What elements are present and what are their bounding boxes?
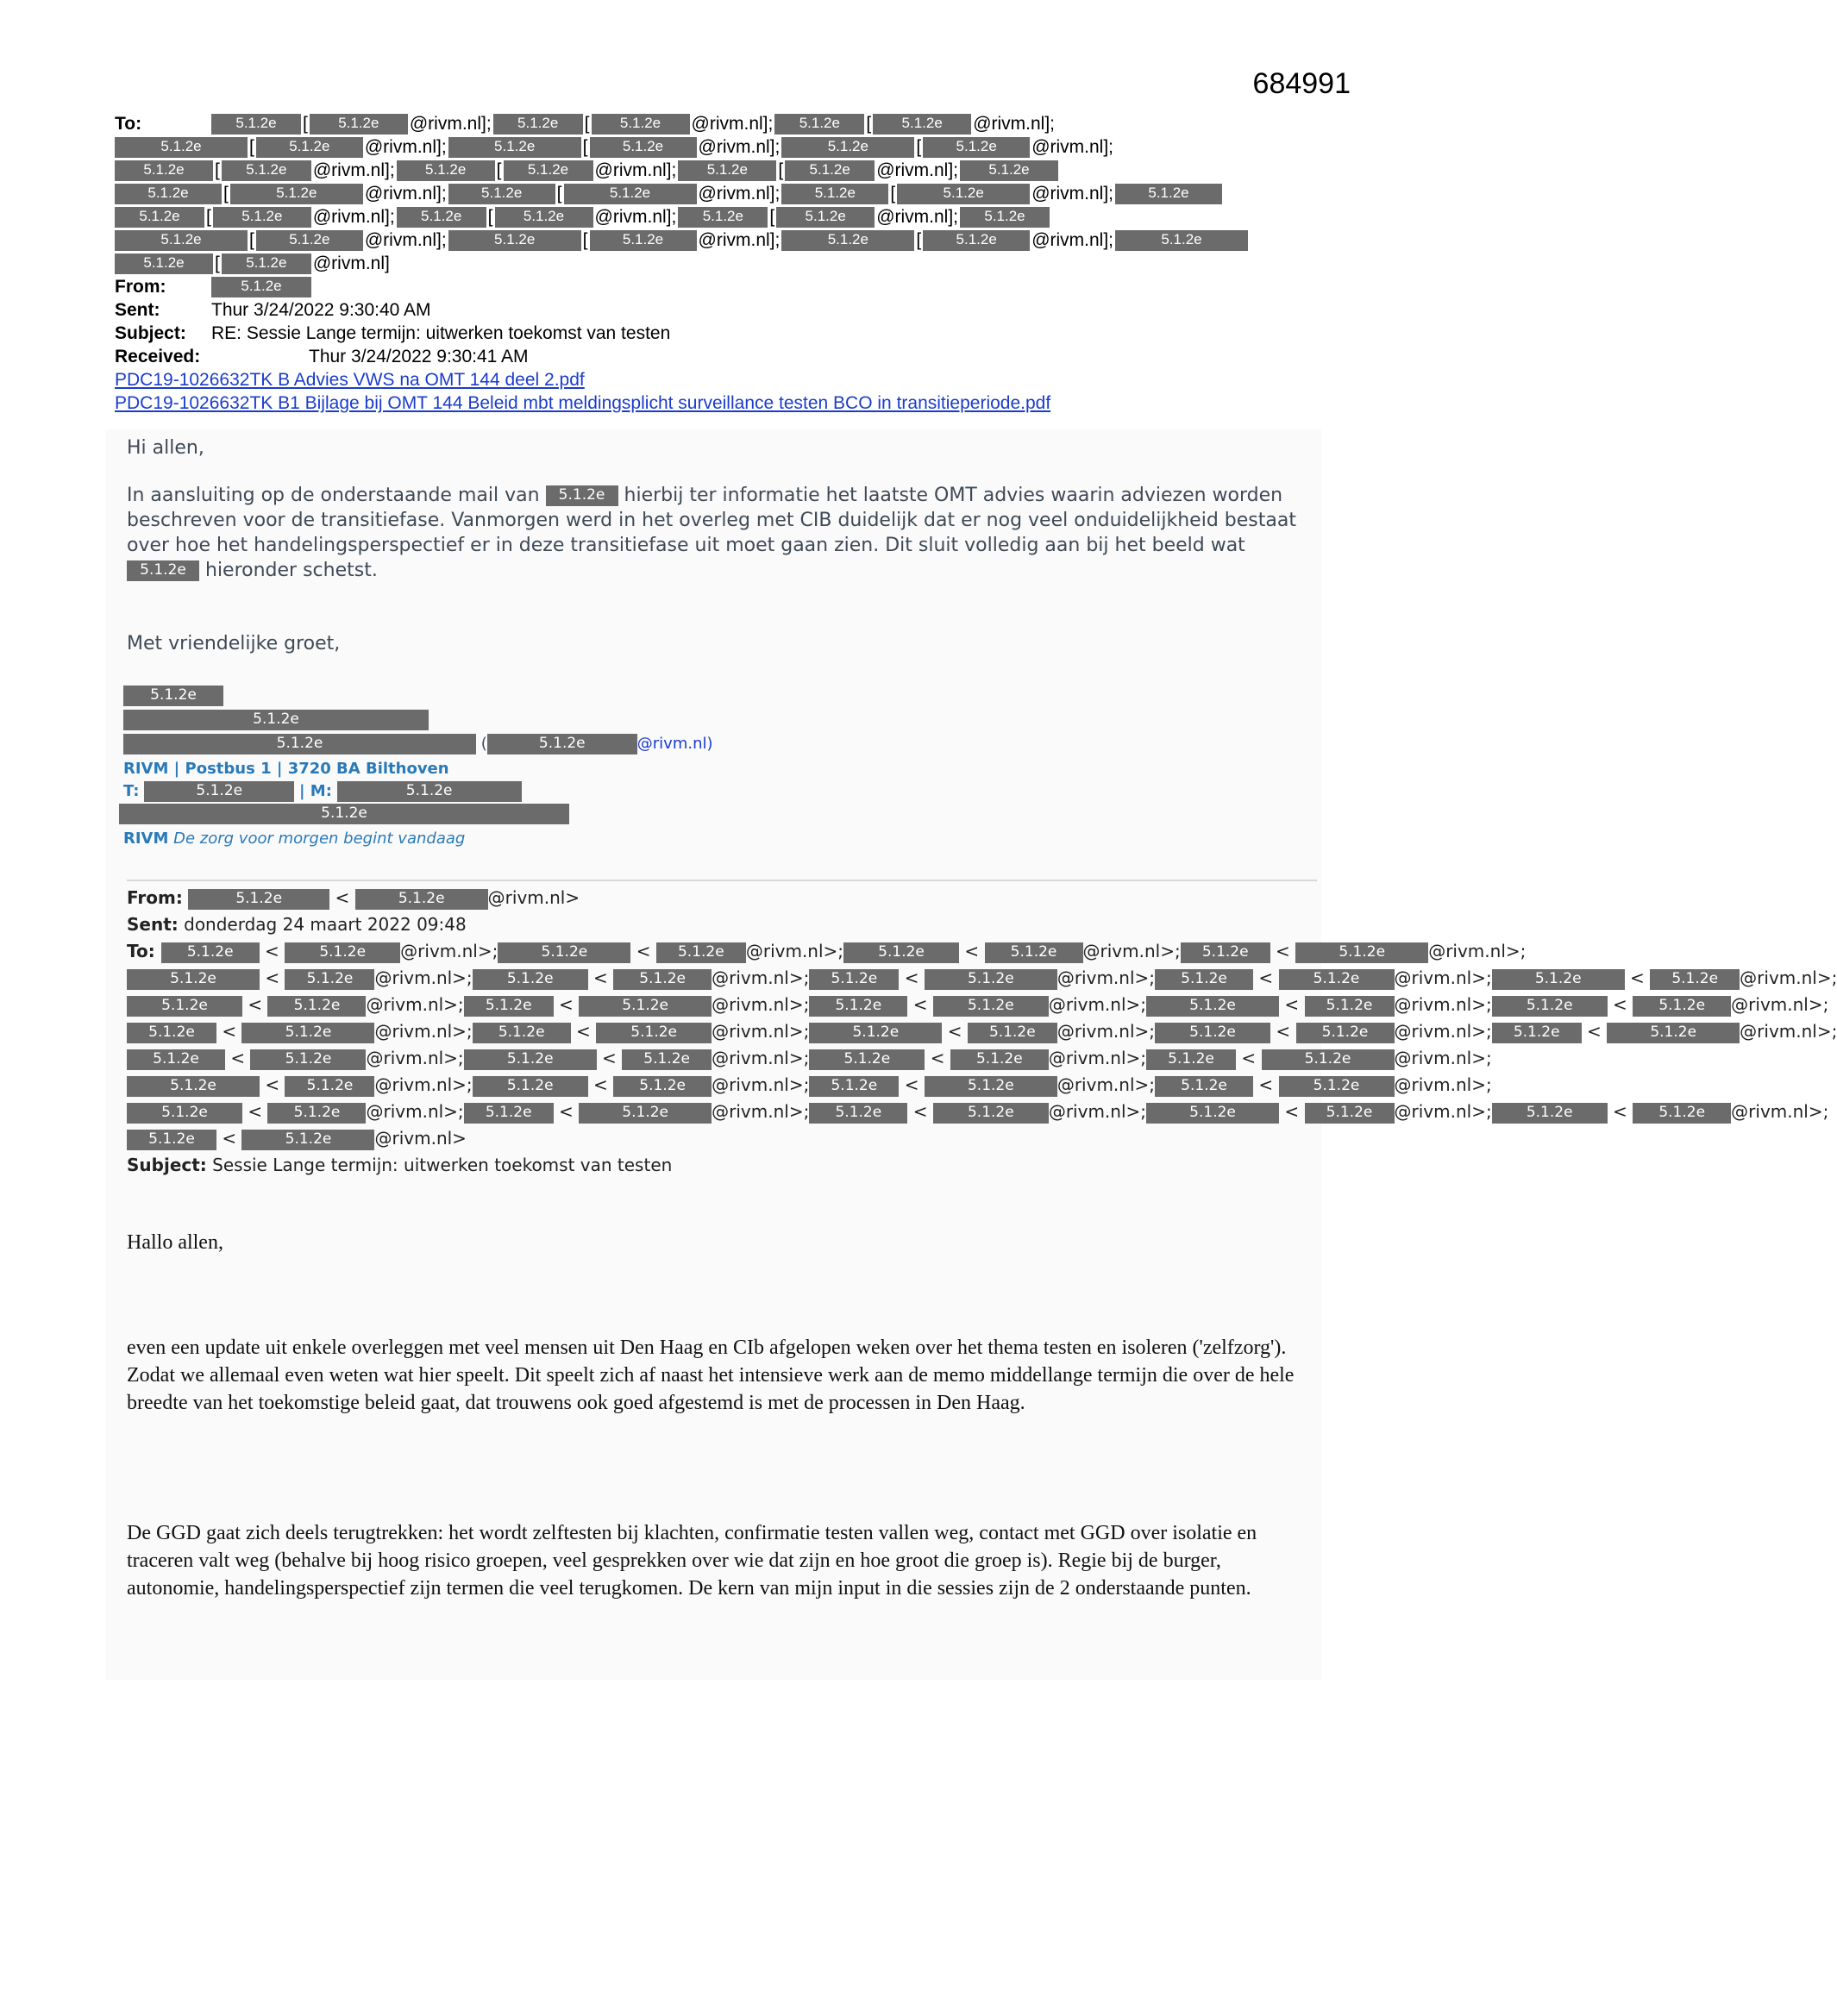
- redacted-recipient-email: 5.1.2e: [241, 1023, 374, 1043]
- recipient-separator: <: [907, 994, 933, 1015]
- redacted-recipient-email: 5.1.2e: [925, 969, 1057, 990]
- redacted-recipient-email: 5.1.2e: [1305, 996, 1395, 1017]
- recipient-domain: @rivm.nl>;: [366, 1048, 464, 1068]
- quoted-from-row: From: 5.1.2e < 5.1.2e @rivm.nl>: [127, 887, 580, 908]
- redacted-recipient: 5.1.2e: [464, 996, 554, 1017]
- redacted-recipient: 5.1.2e: [473, 1076, 588, 1097]
- recipient-separator: @rivm.nl];: [594, 160, 677, 180]
- quoted-to-line: [127, 938, 1527, 965]
- recipient-domain: @rivm.nl>;: [1048, 994, 1147, 1015]
- recipient-separator: <: [259, 941, 285, 961]
- redacted-recipient: 5.1.2e: [448, 184, 555, 204]
- redacted-recipient: 5.1.2e: [222, 160, 311, 181]
- redacted-recipient: 5.1.2e: [464, 1049, 597, 1070]
- redacted-sig-name: 5.1.2e: [123, 686, 223, 706]
- recipient-separator: @rivm.nl];: [1031, 137, 1114, 157]
- redacted-recipient-email: 5.1.2e: [285, 1076, 374, 1097]
- greeting: Hi allen,: [127, 437, 204, 459]
- recipient-domain: @rivm.nl>;: [400, 941, 498, 961]
- redacted-recipient: 5.1.2e: [448, 137, 581, 158]
- redacted-mobile: 5.1.2e: [337, 781, 522, 802]
- redacted-recipient-email: 5.1.2e: [1633, 996, 1731, 1017]
- recipient-domain: @rivm.nl>;: [1394, 994, 1492, 1015]
- to-line: [115, 159, 1322, 182]
- recipient-separator: @rivm.nl];: [364, 230, 447, 250]
- recipient-domain: @rivm.nl>;: [712, 1074, 810, 1095]
- recipient-separator: [: [206, 207, 211, 227]
- recipient-domain: @rivm.nl>;: [1048, 1101, 1147, 1122]
- redacted-recipient-email: 5.1.2e: [267, 1103, 366, 1124]
- recipient-separator: [: [916, 230, 922, 250]
- redacted-recipient: 5.1.2e: [473, 969, 588, 990]
- recipient-separator: @rivm.nl];: [698, 230, 781, 250]
- quoted-paragraph-1: even een update uit enkele overleggen met veel mensen uit Den Haag en CIb afgelopen weken over het thema testen en isoleren ('zelfzorg'). Zodat we allemaal even weten wat hier speelt. Dit speelt zich af naast het intensieve werk aan de memo middellange termijn die over de hele breedte van het toekomstige beleid gaat, dat trouwens ook goed afgestemd is met de processen in Den Haag.: [127, 1337, 1295, 1414]
- quoted-to-line: [127, 1045, 1492, 1072]
- recipient-domain: @rivm.nl>;: [366, 1101, 464, 1122]
- redacted-recipient-email: 5.1.2e: [950, 1049, 1049, 1070]
- redacted-recipient: 5.1.2e: [809, 1023, 942, 1043]
- redacted-recipient: 5.1.2e: [592, 114, 690, 135]
- redacted-recipient-email: 5.1.2e: [1633, 1103, 1731, 1124]
- redacted-recipient-email: 5.1.2e: [285, 969, 374, 990]
- sent-value: Thur 3/24/2022 9:30:40 AM: [211, 300, 431, 320]
- redacted-recipient-email: 5.1.2e: [241, 1130, 374, 1150]
- quoted-to-recipients: [127, 938, 1837, 1152]
- recipient-separator: <: [260, 1074, 285, 1095]
- recipient-domain: @rivm.nl>;: [1048, 1048, 1147, 1068]
- redacted-recipient: 5.1.2e: [781, 230, 914, 251]
- quoted-to-line: [127, 1072, 1492, 1099]
- quoted-to-line: [127, 1018, 1837, 1045]
- from-row: [115, 275, 1322, 298]
- redacted-recipient: 5.1.2e: [1492, 996, 1608, 1017]
- quoted-to-line: [127, 1099, 1829, 1125]
- redacted-recipient: 5.1.2e: [256, 137, 363, 158]
- redacted-recipient: 5.1.2e: [161, 942, 260, 963]
- subject-label: Subject:: [115, 323, 186, 343]
- redacted-recipient: 5.1.2e: [127, 969, 260, 990]
- recipient-domain: @rivm.nl>;: [712, 1021, 810, 1042]
- recipient-separator: @rivm.nl];: [364, 137, 447, 157]
- redacted-recipient: 5.1.2e: [781, 184, 888, 204]
- redacted-recipient: 5.1.2e: [115, 207, 204, 228]
- redacted-recipient: 5.1.2e: [1146, 1103, 1279, 1124]
- redacted-recipient: 5.1.2e: [256, 230, 363, 251]
- to-label: To:: [115, 114, 142, 134]
- recipient-separator: <: [1581, 1021, 1608, 1042]
- redacted-recipient: 5.1.2e: [493, 114, 583, 135]
- redacted-recipient: 5.1.2e: [473, 1023, 571, 1043]
- recipient-separator: <: [1253, 1074, 1279, 1095]
- recipient-separator: <: [216, 1128, 242, 1149]
- recipient-domain: @rivm.nl>;: [1056, 1021, 1156, 1042]
- sig-address: RIVM | Postbus 1 | 3720 BA Bilthoven: [123, 760, 449, 778]
- redacted-recipient: 5.1.2e: [127, 1103, 242, 1124]
- redacted-recipient: 5.1.2e: [1155, 1076, 1253, 1097]
- redacted-recipient: 5.1.2e: [923, 230, 1030, 251]
- recipient-separator: <: [907, 1101, 933, 1122]
- recipient-separator: <: [1624, 967, 1651, 988]
- recipient-domain: @rivm.nl>;: [1740, 1021, 1837, 1042]
- to-line: [115, 205, 1322, 229]
- recipient-separator: <: [553, 1101, 580, 1122]
- sig-slogan: De zorg voor morgen begint vandaag: [173, 830, 466, 848]
- redacted-recipient: 5.1.2e: [115, 137, 248, 158]
- recipient-domain: @rivm.nl>;: [374, 1074, 473, 1095]
- redacted-recipient: 5.1.2e: [960, 207, 1050, 228]
- redacted-recipient-email: 5.1.2e: [1295, 942, 1428, 963]
- redacted-recipient: 5.1.2e: [590, 230, 697, 251]
- redacted-sig-dept: 5.1.2e: [123, 734, 476, 754]
- recipient-domain: @rivm.nl>;: [1394, 967, 1492, 988]
- redacted-recipient-email: 5.1.2e: [1296, 1023, 1395, 1043]
- recipient-separator: @rivm.nl]: [312, 254, 390, 273]
- recipient-separator: [: [249, 137, 254, 157]
- recipient-separator: <: [587, 967, 614, 988]
- recipient-separator: @rivm.nl];: [409, 114, 492, 134]
- redacted-recipient: 5.1.2e: [781, 137, 914, 158]
- redacted-name: 5.1.2e: [546, 485, 618, 506]
- redacted-recipient: 5.1.2e: [1492, 1023, 1582, 1043]
- recipient-separator: <: [242, 1101, 268, 1122]
- redacted-recipient-email: 5.1.2e: [613, 969, 712, 990]
- recipient-separator: [: [916, 137, 922, 157]
- redacted-from: 5.1.2e: [188, 889, 329, 910]
- paragraph-1: In aansluiting op de onderstaande mail van 5.1.2e hierbij ter informatie het laatste OMT advies waarin adviezen worden beschreven voor de transitiefase. Vanmorgen werd in het overleg met CIB duidelijk dat er nog veel onduidelijkheid bestaat over hoe het handelingsperspectief er in deze transitiefase uit moet gaan zien. Dit sluit volledig aan bij het beeld wat 5.1.2e hieronder schetst.: [127, 485, 1296, 581]
- recipient-separator: <: [899, 1074, 925, 1095]
- quoted-to-line: [127, 1125, 1317, 1152]
- redacted-recipient: 5.1.2e: [809, 1049, 925, 1070]
- to-line: [115, 135, 1322, 159]
- redacted-recipient: 5.1.2e: [448, 230, 581, 251]
- redacted-sig-email: 5.1.2e: [487, 734, 637, 754]
- redacted-recipient-email: 5.1.2e: [622, 1049, 712, 1070]
- recipient-separator: @rivm.nl];: [594, 207, 677, 227]
- redacted-recipient: 5.1.2e: [1492, 969, 1625, 990]
- signature: 5.1.2e 5.1.2e 5.1.2e ( 5.1.2e @rivm.nl) RIVM | Postbus 1 | 3720 BA Bilthoven T: 5.1.2e | M: 5.1.2e 5.1.2e RIVM De zorg voor morgen begint vandaag: [123, 686, 713, 848]
- redacted-recipient: 5.1.2e: [464, 1103, 554, 1124]
- redacted-recipient: 5.1.2e: [115, 230, 248, 251]
- redacted-recipient: 5.1.2e: [897, 184, 1030, 204]
- redacted-recipient-email: 5.1.2e: [267, 996, 366, 1017]
- redacted-recipient: 5.1.2e: [1115, 184, 1222, 204]
- divider: [127, 880, 1317, 881]
- redacted-recipient: 5.1.2e: [678, 160, 776, 181]
- recipient-separator: <: [225, 1048, 251, 1068]
- recipient-separator: <: [1270, 941, 1296, 961]
- recipient-separator: [: [778, 160, 784, 180]
- redacted-recipient-email: 5.1.2e: [1650, 969, 1740, 990]
- reply-body: [127, 435, 1300, 656]
- sent-label: Sent:: [115, 300, 160, 320]
- received-value: Thur 3/24/2022 9:30:41 AM: [309, 347, 529, 366]
- received-label: Received:: [115, 347, 201, 366]
- recipient-separator: <: [1253, 967, 1279, 988]
- redacted-recipient: 5.1.2e: [127, 1130, 216, 1150]
- redacted-name: 5.1.2e: [127, 560, 199, 581]
- quoted-sent-row: Sent: donderdag 24 maart 2022 09:48: [127, 914, 467, 935]
- recipient-separator: [: [584, 114, 590, 134]
- recipient-separator: <: [216, 1021, 242, 1042]
- redacted-recipient-email: 5.1.2e: [1279, 1076, 1395, 1097]
- redacted-recipient: 5.1.2e: [1155, 1023, 1270, 1043]
- redacted-recipient-email: 5.1.2e: [925, 1076, 1057, 1097]
- redacted-sender: 5.1.2e: [211, 277, 311, 297]
- recipient-separator: [: [890, 184, 896, 203]
- redacted-recipient-email: 5.1.2e: [933, 996, 1049, 1017]
- recipient-separator: <: [260, 967, 285, 988]
- redacted-recipient-email: 5.1.2e: [579, 1103, 712, 1124]
- redacted-recipient: 5.1.2e: [495, 207, 593, 228]
- redacted-recipient-email: 5.1.2e: [1607, 1023, 1740, 1043]
- received-row: [115, 345, 1322, 368]
- redacted-recipient: 5.1.2e: [397, 207, 486, 228]
- recipient-domain: @rivm.nl>;: [1428, 941, 1527, 961]
- attachment-link-1[interactable]: PDC19-1026632TK B Advies VWS na OMT 144 deel 2.pdf: [115, 370, 585, 390]
- recipient-domain: @rivm.nl>;: [1394, 1021, 1492, 1042]
- recipient-separator: @rivm.nl];: [1031, 230, 1114, 250]
- quoted-paragraph-2: De GGD gaat zich deels terugtrekken: het wordt zelftesten bij klachten, confirmatie testen vallen weg, contact met GGD over isolatie en traceren valt weg (behalve bij hoog risico groepen, veel gesprekken over wie dat zijn en hoe groot die groep is). Regie bij de burger, autonomie, handelingsperspectief zijn termen die veel terugkomen. De kern van mijn input in die sessies zijn de 2 onderstaande punten.: [127, 1522, 1257, 1600]
- recipient-separator: <: [1279, 994, 1305, 1015]
- redacted-recipient: 5.1.2e: [776, 207, 875, 228]
- redacted-recipient: 5.1.2e: [127, 1076, 260, 1097]
- recipient-separator: <: [899, 967, 925, 988]
- redacted-recipient-email: 5.1.2e: [579, 996, 712, 1017]
- redacted-recipient-email: 5.1.2e: [250, 1049, 366, 1070]
- recipient-domain: @rivm.nl>;: [374, 1021, 473, 1042]
- recipient-separator: @rivm.nl];: [1031, 184, 1114, 203]
- recipient-domain: @rivm.nl>;: [366, 994, 464, 1015]
- redacted-phone: 5.1.2e: [144, 781, 294, 802]
- redacted-recipient: 5.1.2e: [1146, 1049, 1236, 1070]
- recipient-domain: @rivm.nl>;: [712, 994, 810, 1015]
- to-line: [115, 112, 1322, 135]
- from-label: From:: [115, 277, 166, 297]
- recipient-separator: [: [215, 254, 220, 273]
- recipient-domain: @rivm.nl>;: [1394, 1101, 1492, 1122]
- recipient-separator: @rivm.nl];: [698, 184, 781, 203]
- redacted-recipient: 5.1.2e: [127, 1049, 225, 1070]
- redacted-recipient: 5.1.2e: [678, 207, 768, 228]
- recipient-separator: [: [582, 137, 588, 157]
- recipient-separator: [: [215, 160, 220, 180]
- redacted-recipient: 5.1.2e: [809, 996, 907, 1017]
- redacted-recipient: 5.1.2e: [1155, 969, 1253, 990]
- redacted-recipient: 5.1.2e: [1146, 996, 1279, 1017]
- recipient-separator: [: [487, 207, 493, 227]
- attachment-link-2[interactable]: PDC19-1026632TK B1 Bijlage bij OMT 144 Beleid mbt meldingsplicht surveillance testen BCO in transitieperiode.pdf: [115, 393, 1051, 413]
- redacted-recipient: 5.1.2e: [843, 942, 959, 963]
- recipient-separator: @rivm.nl];: [312, 207, 395, 227]
- recipient-separator: <: [570, 1021, 597, 1042]
- redacted-recipient: 5.1.2e: [774, 114, 864, 135]
- redacted-recipient: 5.1.2e: [923, 137, 1030, 158]
- recipient-separator: <: [553, 994, 580, 1015]
- recipient-separator: <: [242, 994, 268, 1015]
- recipient-domain: @rivm.nl>;: [1731, 994, 1829, 1015]
- redacted-recipient: 5.1.2e: [397, 160, 495, 181]
- subject-row: [115, 322, 1322, 345]
- recipient-separator: @rivm.nl];: [364, 184, 447, 203]
- recipient-separator: [: [769, 207, 775, 227]
- document-number: 684991: [1252, 67, 1351, 100]
- redacted-recipient: 5.1.2e: [1115, 230, 1248, 251]
- recipient-separator: <: [1607, 1101, 1633, 1122]
- recipient-domain: @rivm.nl>: [374, 1128, 467, 1149]
- recipient-domain: @rivm.nl>;: [1740, 967, 1837, 988]
- recipient-separator: @rivm.nl];: [876, 207, 959, 227]
- recipient-separator: <: [630, 941, 656, 961]
- closing: Met vriendelijke groet,: [127, 633, 341, 654]
- redacted-recipient: 5.1.2e: [310, 114, 408, 135]
- to-line: [115, 229, 1322, 252]
- redacted-recipient-email: 5.1.2e: [985, 942, 1083, 963]
- redacted-sig-title: 5.1.2e: [123, 710, 429, 730]
- recipient-separator: <: [942, 1021, 968, 1042]
- recipient-separator: [: [303, 114, 308, 134]
- redacted-recipient-email: 5.1.2e: [596, 1023, 712, 1043]
- redacted-recipient: 5.1.2e: [809, 1103, 907, 1124]
- quoted-to-label: To:: [127, 941, 161, 961]
- recipient-domain: @rivm.nl>;: [1056, 1074, 1156, 1095]
- recipient-separator: <: [925, 1048, 950, 1068]
- redacted-recipient: 5.1.2e: [115, 160, 213, 181]
- redacted-recipient: 5.1.2e: [127, 1023, 216, 1043]
- recipient-separator: @rivm.nl];: [312, 160, 395, 180]
- redacted-recipient-email: 5.1.2e: [1279, 969, 1395, 990]
- redacted-recipient-email: 5.1.2e: [613, 1076, 712, 1097]
- recipient-domain: @rivm.nl>;: [1394, 1074, 1492, 1095]
- redacted-recipient-email: 5.1.2e: [1262, 1049, 1395, 1070]
- redacted-recipient: 5.1.2e: [809, 1076, 899, 1097]
- redacted-recipient: 5.1.2e: [564, 184, 697, 204]
- recipient-separator: <: [1607, 994, 1633, 1015]
- recipient-separator: <: [1279, 1101, 1305, 1122]
- to-line: [115, 252, 1322, 275]
- sig-email-domain[interactable]: @rivm.nl): [636, 735, 713, 753]
- redacted-from-email: 5.1.2e: [355, 889, 488, 910]
- recipient-domain: @rivm.nl>;: [374, 967, 473, 988]
- recipient-separator: [: [223, 184, 229, 203]
- recipient-domain: @rivm.nl>;: [1731, 1101, 1829, 1122]
- recipient-separator: [: [496, 160, 502, 180]
- redacted-recipient-email: 5.1.2e: [285, 942, 400, 963]
- redacted-recipient: 5.1.2e: [222, 254, 311, 274]
- recipient-domain: @rivm.nl>;: [712, 1048, 810, 1068]
- subject-value: RE: Sessie Lange termijn: uitwerken toekomst van testen: [211, 323, 671, 343]
- recipient-separator: @rivm.nl];: [698, 137, 781, 157]
- redacted-recipient: 5.1.2e: [498, 942, 630, 963]
- quoted-to-line: [127, 992, 1829, 1018]
- recipient-domain: @rivm.nl>;: [1082, 941, 1181, 961]
- redacted-recipient: 5.1.2e: [785, 160, 875, 181]
- redacted-recipient: 5.1.2e: [960, 160, 1058, 181]
- redacted-recipient: 5.1.2e: [809, 969, 899, 990]
- recipient-separator: <: [1270, 1021, 1296, 1042]
- recipient-separator: <: [959, 941, 985, 961]
- redacted-recipient: 5.1.2e: [1492, 1103, 1608, 1124]
- redacted-recipient: 5.1.2e: [590, 137, 697, 158]
- redacted-recipient: 5.1.2e: [504, 160, 593, 181]
- recipient-separator: [: [556, 184, 562, 203]
- redacted-recipient: 5.1.2e: [213, 207, 311, 228]
- recipient-domain: @rivm.nl>;: [745, 941, 844, 961]
- sent-row: [115, 298, 1322, 322]
- redacted-recipient-email: 5.1.2e: [656, 942, 746, 963]
- recipient-separator: @rivm.nl];: [691, 114, 774, 134]
- recipient-separator: @rivm.nl];: [973, 114, 1056, 134]
- redacted-recipient: 5.1.2e: [211, 114, 301, 135]
- recipient-separator: <: [587, 1074, 614, 1095]
- quoted-to-line: [127, 965, 1837, 992]
- quoted-greeting: Hallo allen,: [127, 1231, 223, 1254]
- recipient-domain: @rivm.nl>;: [1056, 967, 1156, 988]
- quoted-header: [127, 885, 1837, 1179]
- quoted-subject-row: Subject: Sessie Lange termijn: uitwerken toekomst van testen: [127, 1155, 673, 1175]
- recipient-separator: [: [582, 230, 588, 250]
- redacted-recipient: 5.1.2e: [115, 184, 222, 204]
- redacted-sig-extra: 5.1.2e: [119, 804, 569, 824]
- redacted-recipient: 5.1.2e: [115, 254, 213, 274]
- recipient-separator: <: [1236, 1048, 1262, 1068]
- recipient-separator: <: [596, 1048, 623, 1068]
- recipient-separator: [: [249, 230, 254, 250]
- recipient-domain: @rivm.nl>;: [712, 1101, 810, 1122]
- redacted-recipient: 5.1.2e: [1181, 942, 1270, 963]
- email-header: [115, 112, 1322, 415]
- redacted-recipient: 5.1.2e: [230, 184, 363, 204]
- redacted-recipient-email: 5.1.2e: [968, 1023, 1057, 1043]
- redacted-recipient-email: 5.1.2e: [1305, 1103, 1395, 1124]
- redacted-recipient: 5.1.2e: [873, 114, 971, 135]
- redacted-recipient-email: 5.1.2e: [933, 1103, 1049, 1124]
- to-line: [115, 182, 1322, 205]
- recipient-domain: @rivm.nl>;: [1394, 1048, 1492, 1068]
- redacted-recipient: 5.1.2e: [127, 996, 242, 1017]
- recipient-domain: @rivm.nl>;: [712, 967, 810, 988]
- to-recipients: [115, 112, 1322, 275]
- recipient-separator: [: [866, 114, 872, 134]
- recipient-separator: @rivm.nl];: [876, 160, 959, 180]
